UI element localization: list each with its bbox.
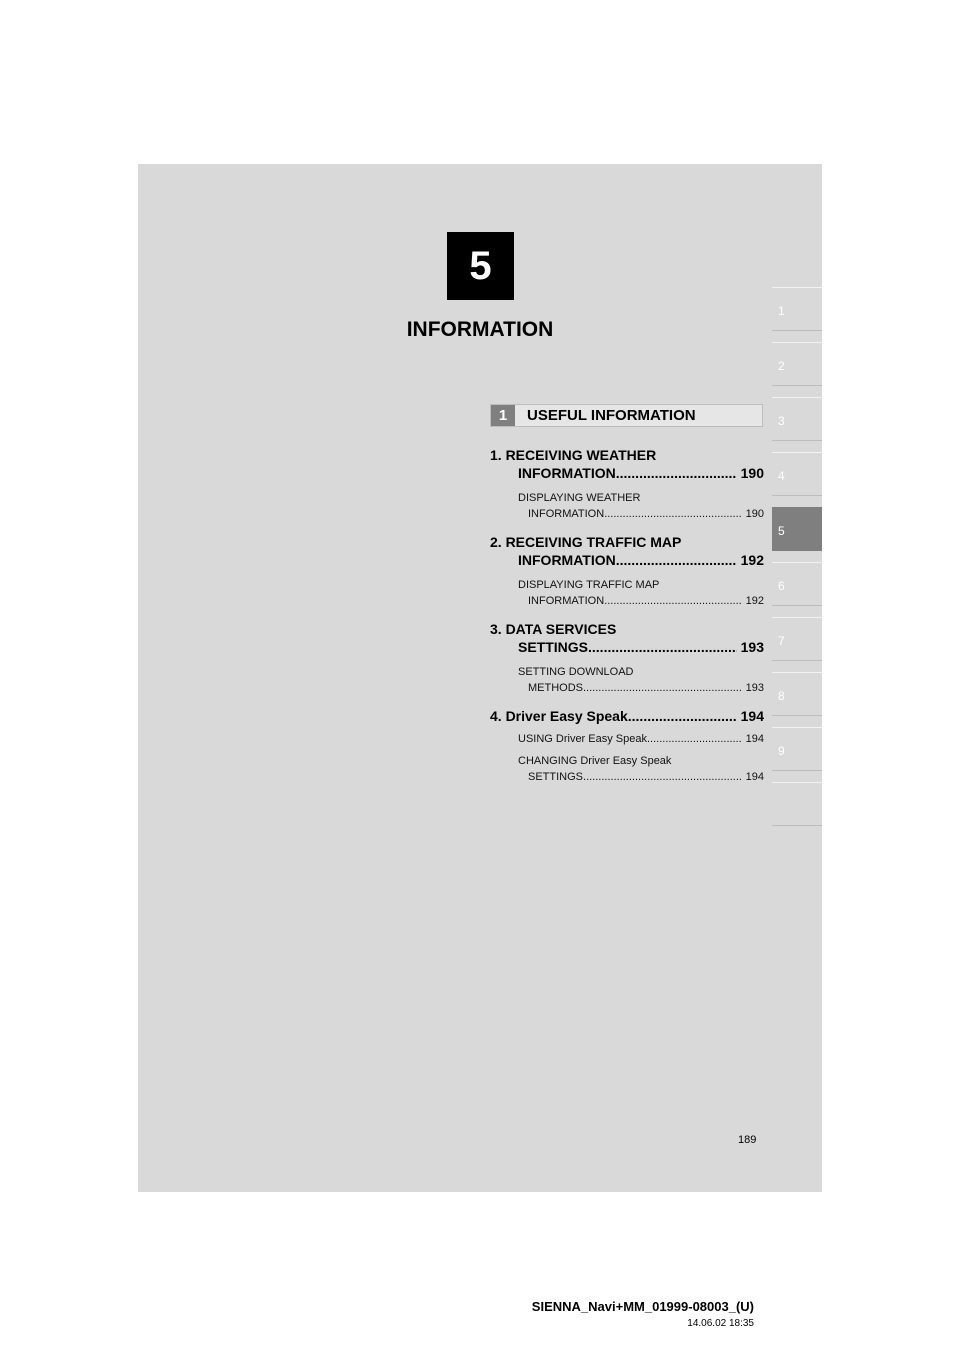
- tab-label: 1: [778, 304, 785, 318]
- chapter-tab-8[interactable]: [772, 672, 822, 716]
- chapter-tab-4[interactable]: [772, 452, 822, 496]
- toc-entry-title-cont: SETTINGS: [518, 639, 589, 655]
- chapter-title: INFORMATION: [406, 318, 554, 341]
- page-number: 189: [738, 1134, 757, 1146]
- chapter-tab-1[interactable]: [772, 287, 822, 331]
- toc-entry-4[interactable]: [490, 707, 764, 785]
- toc-sub-title: DISPLAYING WEATHER: [518, 492, 641, 504]
- toc-sub-entry[interactable]: [490, 664, 764, 696]
- tab-label: 8: [778, 689, 785, 703]
- toc-entry-title: 4. Driver Easy Speak: [490, 708, 628, 724]
- toc-main-entry[interactable]: [490, 707, 764, 725]
- toc-sub-page: 194: [745, 733, 764, 745]
- footer-doc-id: SIENNA_Navi+MM_01999-08003_(U): [531, 1299, 754, 1314]
- toc-main-entry[interactable]: [490, 446, 764, 482]
- toc-sub-title: SETTING DOWNLOAD: [518, 666, 634, 678]
- section-header: [490, 404, 763, 427]
- toc-sub-title-cont: METHODS: [528, 682, 583, 694]
- chapter-tab-6[interactable]: [772, 562, 822, 606]
- tab-label: 5: [778, 524, 785, 538]
- toc-sub-entry[interactable]: [490, 753, 764, 785]
- toc-sub-page: 193: [745, 682, 764, 694]
- chapter-tab-3[interactable]: [772, 397, 822, 441]
- toc-entry-2[interactable]: [490, 533, 764, 609]
- tab-label: 2: [778, 359, 785, 373]
- section-number: 1: [491, 405, 515, 426]
- toc-sub-title-cont: INFORMATION: [528, 595, 605, 607]
- tab-label: 3: [778, 414, 785, 428]
- section-title: USEFUL INFORMATION: [527, 407, 696, 424]
- chapter-tab-10[interactable]: [772, 782, 822, 826]
- tab-label: 4: [778, 469, 785, 483]
- tab-label: 9: [778, 744, 785, 758]
- footer-timestamp: 14.06.02 18:35: [687, 1318, 754, 1329]
- toc-entry-title: 1. RECEIVING WEATHER: [490, 447, 657, 463]
- toc-sub-title: CHANGING Driver Easy Speak: [518, 755, 672, 767]
- toc-page-number: 192: [740, 552, 764, 568]
- chapter-number: 5: [469, 243, 492, 288]
- toc-entry-title-cont: INFORMATION: [518, 552, 616, 568]
- toc-sub-page: 192: [745, 595, 764, 607]
- toc-sub-entry[interactable]: [490, 731, 764, 747]
- chapter-tab-9[interactable]: [772, 727, 822, 771]
- toc-sub-page: 194: [745, 771, 764, 783]
- chapter-tab-7[interactable]: [772, 617, 822, 661]
- toc-entry-title: 3. DATA SERVICES: [490, 621, 617, 637]
- toc-entry-title: 2. RECEIVING TRAFFIC MAP: [490, 534, 682, 550]
- chapter-tab-5[interactable]: [772, 507, 822, 551]
- toc-sub-entry[interactable]: [490, 490, 764, 522]
- chapter-number-box: [447, 232, 514, 300]
- toc-sub-title-cont: SETTINGS: [528, 771, 584, 783]
- toc-page-number: 193: [740, 639, 764, 655]
- toc-page-number: 194: [740, 708, 764, 724]
- toc-sub-title-cont: INFORMATION: [528, 508, 605, 520]
- toc-entry-title-cont: INFORMATION: [518, 465, 616, 481]
- toc-main-entry[interactable]: [490, 620, 764, 656]
- toc-sub-title: DISPLAYING TRAFFIC MAP: [518, 579, 660, 591]
- toc-page-number: 190: [740, 465, 764, 481]
- toc-entry-3[interactable]: [490, 620, 764, 696]
- toc-sub-page: 190: [745, 508, 764, 520]
- tab-label: 7: [778, 634, 785, 648]
- toc-sub-title: USING Driver Easy Speak: [518, 733, 647, 745]
- chapter-tab-2[interactable]: [772, 342, 822, 386]
- tab-label: 6: [778, 579, 785, 593]
- toc-entry-1[interactable]: [490, 446, 764, 522]
- toc-sub-entry[interactable]: [490, 577, 764, 609]
- toc-main-entry[interactable]: [490, 533, 764, 569]
